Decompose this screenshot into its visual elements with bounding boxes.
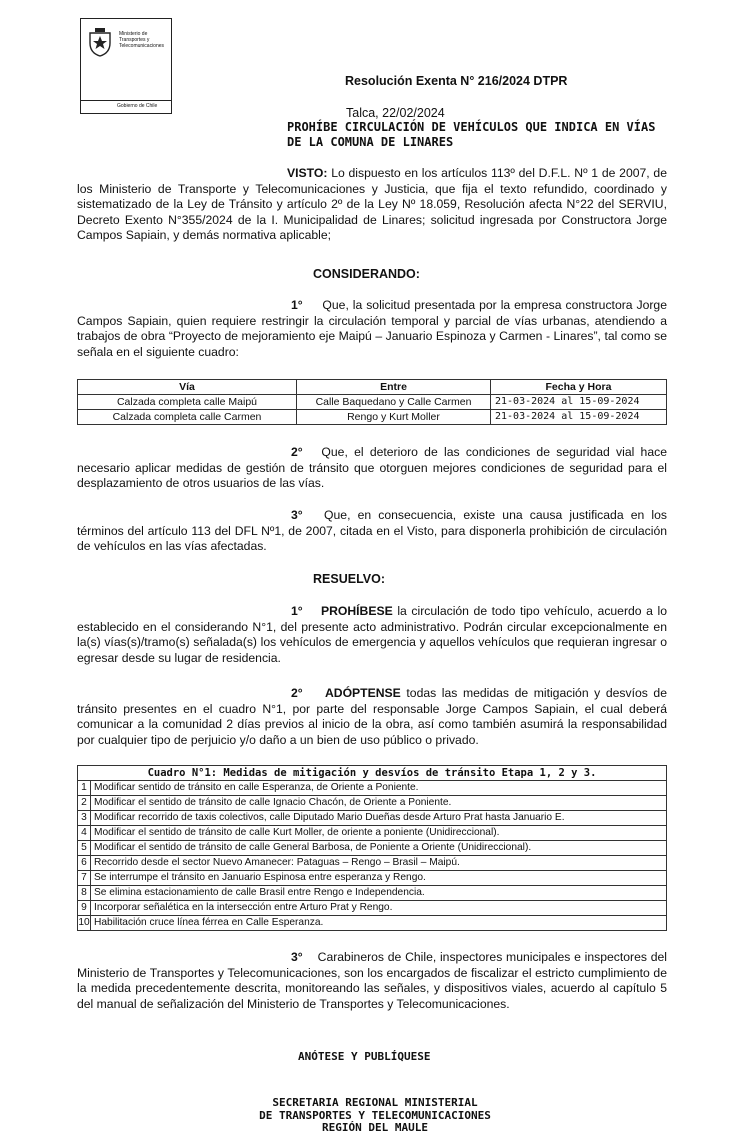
considerando-2-num: 2° [291,445,303,459]
table-cell: Modificar el sentido de tránsito de calle Ignacio Chacón, de Oriente a Poniente. [91,796,667,811]
mitigation-table-caption: Cuadro N°1: Medidas de mitigación y desvíos de tránsito Etapa 1, 2 y 3. [78,766,667,781]
considerando-1-num: 1° [291,298,303,312]
table-cell: Se interrumpe el tránsito en Januario Espinosa entre esperanza y Rengo. [91,871,667,886]
logo-ministry-text: Ministerio de Transportes y Telecomunicaciones [119,31,165,49]
table-cell: 21-03-2024 al 15-09-2024 [491,395,667,410]
row-number: 5 [78,841,91,856]
resuelvo-3-text: Carabineros de Chile, inspectores municipales e inspectores del Ministerio de Transportes y Telecomunicaciones, son los encargados de fiscalizar el estricto cumplimiento de la medida precedentemente descrita, monitoreando las señales, y dispositivos viales, acuerdo al capítulo 5 del manual de señalización del Ministerio de Transportes y Telecomunicaciones. [77,950,667,1011]
signature-block [200,1097,550,1135]
table-cell: Incorporar señalética en la intersección entre Arturo Prat y Rengo. [91,901,667,916]
table-row [78,901,667,916]
table-header-row [78,380,667,395]
considerando-3-text: Que, en consecuencia, existe una causa justificada en los términos del artículo 113 del DFL Nº1, de 2007, citada en el Visto, para disponerla prohibición de circulación de vehículos en las vías afectadas. [77,508,667,554]
table-row [78,781,667,796]
considerando-2-text: Que, el deterioro de las condiciones de seguridad vial hace necesario aplicar medidas de gestión de tránsito que otorguen mejores condiciones de seguridad para el desplazamiento de otros usuarios de las vías. [77,445,667,491]
logo-gob-text: Gobierno de Chile [117,103,158,109]
mitigation-table [77,765,667,931]
table-row [78,796,667,811]
considerando-3 [77,508,667,555]
resolution-title: PROHÍBE CIRCULACIÓN DE VEHÍCULOS QUE INDICA EN VÍAS DE LA COMUNA DE LINARES [287,120,656,149]
signature-line-1: SECRETARIA REGIONAL MINISTERIAL [272,1096,478,1109]
coat-of-arms-icon [87,27,113,57]
row-number: 8 [78,886,91,901]
considerando-1-text: Que, la solicitud presentada por la empresa constructora Jorge Campos Sapiain, quien requiere restringir la circulación temporal y parcial de vías urbanas, atendiendo a trabajos de obra “Proyecto de mejoramiento eje Maipú – Januario Espinoza y Carmen - Linares”, tal como se señala en el siguiente cuadro: [77,298,667,359]
table-cell: Se elimina estacionamiento de calle Brasil entre Rengo e Independencia. [91,886,667,901]
row-number: 2 [78,796,91,811]
visto-label: VISTO: [287,166,328,180]
considerando-1 [77,298,667,360]
considerando-3-num: 3° [291,508,303,522]
table-cell: 21-03-2024 al 15-09-2024 [491,410,667,425]
resuelvo-1-text: la circulación de todo tipo vehículo, acuerdo a lo establecido en el considerando N°1, del presente acto administrativo. Podrán circular excepcionalmente en la(s) vías(s)/tramo(s) señalada(s) los vehículos de emergencia y aquellos vehículos que requieran ingresar o egresar desde su lugar de residencia. [77,604,667,665]
table-row [78,916,667,931]
table-cell: Habilitación cruce línea férrea en Calle Esperanza. [91,916,667,931]
resuelvo-heading: RESUELVO: [313,572,385,586]
logo-divider [81,100,171,101]
table-row [78,395,667,410]
resolution-date: Talca, 22/02/2024 [346,106,445,120]
row-number: 1 [78,781,91,796]
table-caption-row [78,766,667,781]
resuelvo-1-num: 1° [291,604,303,618]
table-cell: Calle Baquedano y Calle Carmen [297,395,491,410]
table-cell: Calzada completa calle Maipú [78,395,297,410]
table-cell: Modificar el sentido de tránsito de calle General Barbosa, de Poniente a Oriente (Unidireccional). [91,841,667,856]
table-row [78,856,667,871]
row-number: 3 [78,811,91,826]
table-header: Vía [78,380,297,395]
considerando-heading: CONSIDERANDO: [313,267,420,281]
row-number: 9 [78,901,91,916]
resuelvo-3-num: 3° [291,950,303,964]
considerando-2 [77,445,667,492]
visto-paragraph [77,166,667,244]
table-row [78,886,667,901]
resuelvo-2-text: todas las medidas de mitigación y desvíos de tránsito presentes en el cuadro N°1, por parte del responsable Jorge Campos Sapiain, el cual deberá comunicar a la comunidad 2 días previos al inicio de la obra, así como también asumirá la responsabilidad por cualquier tipo de perjuicio y/o daño a un bien de uso público o privado. [77,686,667,747]
table-row [78,841,667,856]
table-header: Fecha y Hora [491,380,667,395]
table-cell: Rengo y Kurt Moller [297,410,491,425]
roads-table [77,379,667,425]
table-row [78,811,667,826]
resuelvo-2-num: 2° [291,686,303,700]
row-number: 7 [78,871,91,886]
resolution-number: Resolución Exenta N° 216/2024 DTPR [345,74,568,88]
row-number: 4 [78,826,91,841]
anotese-heading: ANÓTESE Y PUBLÍQUESE [298,1050,431,1063]
resuelvo-3 [77,950,667,1012]
table-row [78,410,667,425]
table-header: Entre [297,380,491,395]
signature-line-2: DE TRANSPORTES Y TELECOMUNICACIONES [259,1108,491,1122]
row-number: 10 [78,916,91,931]
table-row [78,826,667,841]
resuelvo-2-verb: ADÓPTENSE [324,686,401,700]
table-cell: Modificar recorrido de taxis colectivos, calle Diputado Mario Dueñas desde Arturo Prat hasta Januario E. [91,811,667,826]
resuelvo-1-verb: PROHÍBESE [320,604,393,618]
table-row [78,871,667,886]
signature-line-3: REGIÓN DEL MAULE [322,1121,428,1134]
table-cell: Modificar el sentido de tránsito de calle Kurt Moller, de oriente a poniente (Unidireccional). [91,826,667,841]
resuelvo-1 [77,604,667,666]
row-number: 6 [78,856,91,871]
resuelvo-2 [77,686,667,748]
visto-text: Lo dispuesto en los artículos 113º del D.F.L. Nº 1 de 2007, de los Ministerio de Transporte y Telecomunicaciones y Justicia, que fija el texto refundido, coordinado y sistematizado de la Ley de Tránsito y artículo 2º de la Ley Nº 18.059, Resolución afecta N°22 del SERVIU, Decreto Exento N°355/2024 de la I. Municipalidad de Linares; solicitud ingresada por Constructora Jorge Campos Sapiain, y demás normativa aplicable; [77,166,667,243]
table-cell: Modificar sentido de tránsito en calle Esperanza, de Oriente a Poniente. [91,781,667,796]
table-cell: Calzada completa calle Carmen [78,410,297,425]
table-cell: Recorrido desde el sector Nuevo Amanecer: Pataguas – Rengo – Brasil – Maipú. [91,856,667,871]
ministry-logo [80,18,172,114]
